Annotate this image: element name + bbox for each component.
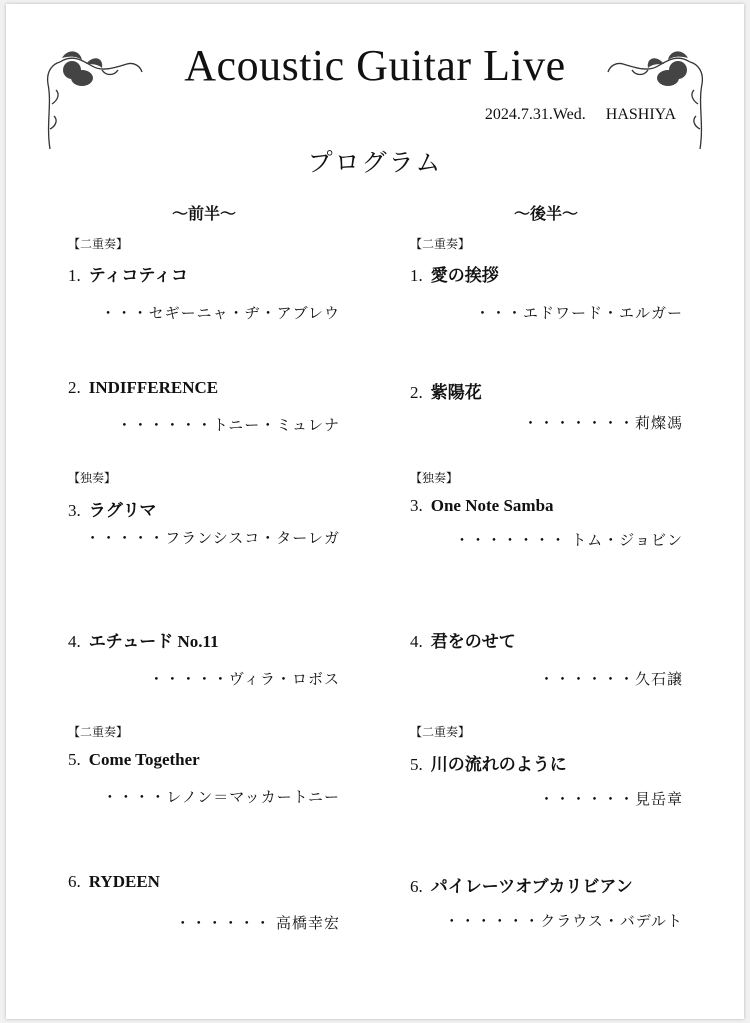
event-date: 2024.7.31.Wed. [484, 106, 586, 123]
piece-title [68, 496, 156, 521]
piece-title [68, 750, 200, 770]
piece-number: 1. [68, 266, 81, 285]
piece-title [410, 261, 499, 286]
piece-number: 3. [68, 501, 81, 520]
composer-name: ・・・エドワード・エルガー [474, 306, 683, 322]
piece-name: 愛の挨拶 [430, 266, 499, 285]
piece-name: One Note Samba [430, 496, 554, 515]
piece-number: 4. [68, 632, 81, 651]
performance-tag: 【独奏】 [68, 471, 117, 485]
piece-number: 6. [68, 872, 81, 891]
composer-name: ・・・・・・見岳章 [538, 792, 683, 808]
piece-title [410, 627, 516, 652]
piece-name: 君をのせて [430, 632, 516, 651]
composer-name: ・・・・・・・ トム・ジョビン [454, 533, 683, 549]
second-half-label: 〜後半〜 [513, 206, 578, 223]
piece-name: INDIFFERENCE [88, 378, 219, 397]
piece-title [68, 378, 218, 398]
composer-name: ・・・・・・・莉燦馮 [522, 416, 683, 432]
date-venue [485, 106, 676, 124]
event-venue: HASHIYA [605, 106, 676, 123]
composer-name: ・・・・・・久石譲 [538, 672, 683, 688]
piece-number: 6. [410, 877, 423, 896]
piece-title [68, 261, 188, 286]
piece-name: ラグリマ [88, 501, 157, 520]
piece-name: 紫陽花 [430, 383, 482, 402]
piece-title [410, 872, 633, 897]
composer-name: ・・・・・フランシスコ・ターレガ [85, 531, 340, 547]
piece-title [410, 496, 554, 516]
piece-title [68, 627, 219, 652]
composer-name: ・・・・レノン＝マッカートニー [102, 790, 340, 806]
composer-name: ・・・・・・トニー・ミュレナ [116, 418, 340, 434]
piece-name: Come Together [88, 750, 200, 769]
composer-name: ・・・・・ヴィラ・ロボス [148, 672, 340, 688]
piece-number: 1. [410, 266, 423, 285]
composer-name: ・・・・・・ 高橋幸宏 [175, 916, 340, 932]
piece-number: 5. [410, 755, 423, 774]
composer-name: ・・・・・・クラウス・バデルト [444, 914, 683, 930]
page-title: Acoustic Guitar Live [184, 41, 566, 90]
performance-tag: 【二重奏】 [68, 237, 129, 251]
performance-tag: 【二重奏】 [410, 237, 471, 251]
piece-number: 5. [68, 750, 81, 769]
piece-name: 川の流れのように [430, 755, 567, 774]
piece-name: RYDEEN [88, 872, 160, 891]
piece-number: 3. [410, 496, 423, 515]
piece-name: エチュード No.11 [88, 632, 219, 651]
piece-title [410, 750, 567, 775]
piece-number: 4. [410, 632, 423, 651]
piece-name: パイレーツオブカリビアン [430, 877, 633, 896]
piece-number: 2. [68, 378, 81, 397]
first-half-label: 〜前半〜 [171, 206, 236, 223]
performance-tag: 【二重奏】 [68, 725, 129, 739]
piece-title [68, 872, 160, 892]
piece-name: ティコティコ [88, 266, 189, 285]
piece-title [410, 378, 482, 403]
composer-name: ・・・セギーニャ・ヂ・アブレウ [100, 306, 340, 322]
program-heading: プログラム [307, 150, 443, 177]
piece-number: 2. [410, 383, 423, 402]
performance-tag: 【二重奏】 [410, 725, 471, 739]
performance-tag: 【独奏】 [410, 471, 459, 485]
